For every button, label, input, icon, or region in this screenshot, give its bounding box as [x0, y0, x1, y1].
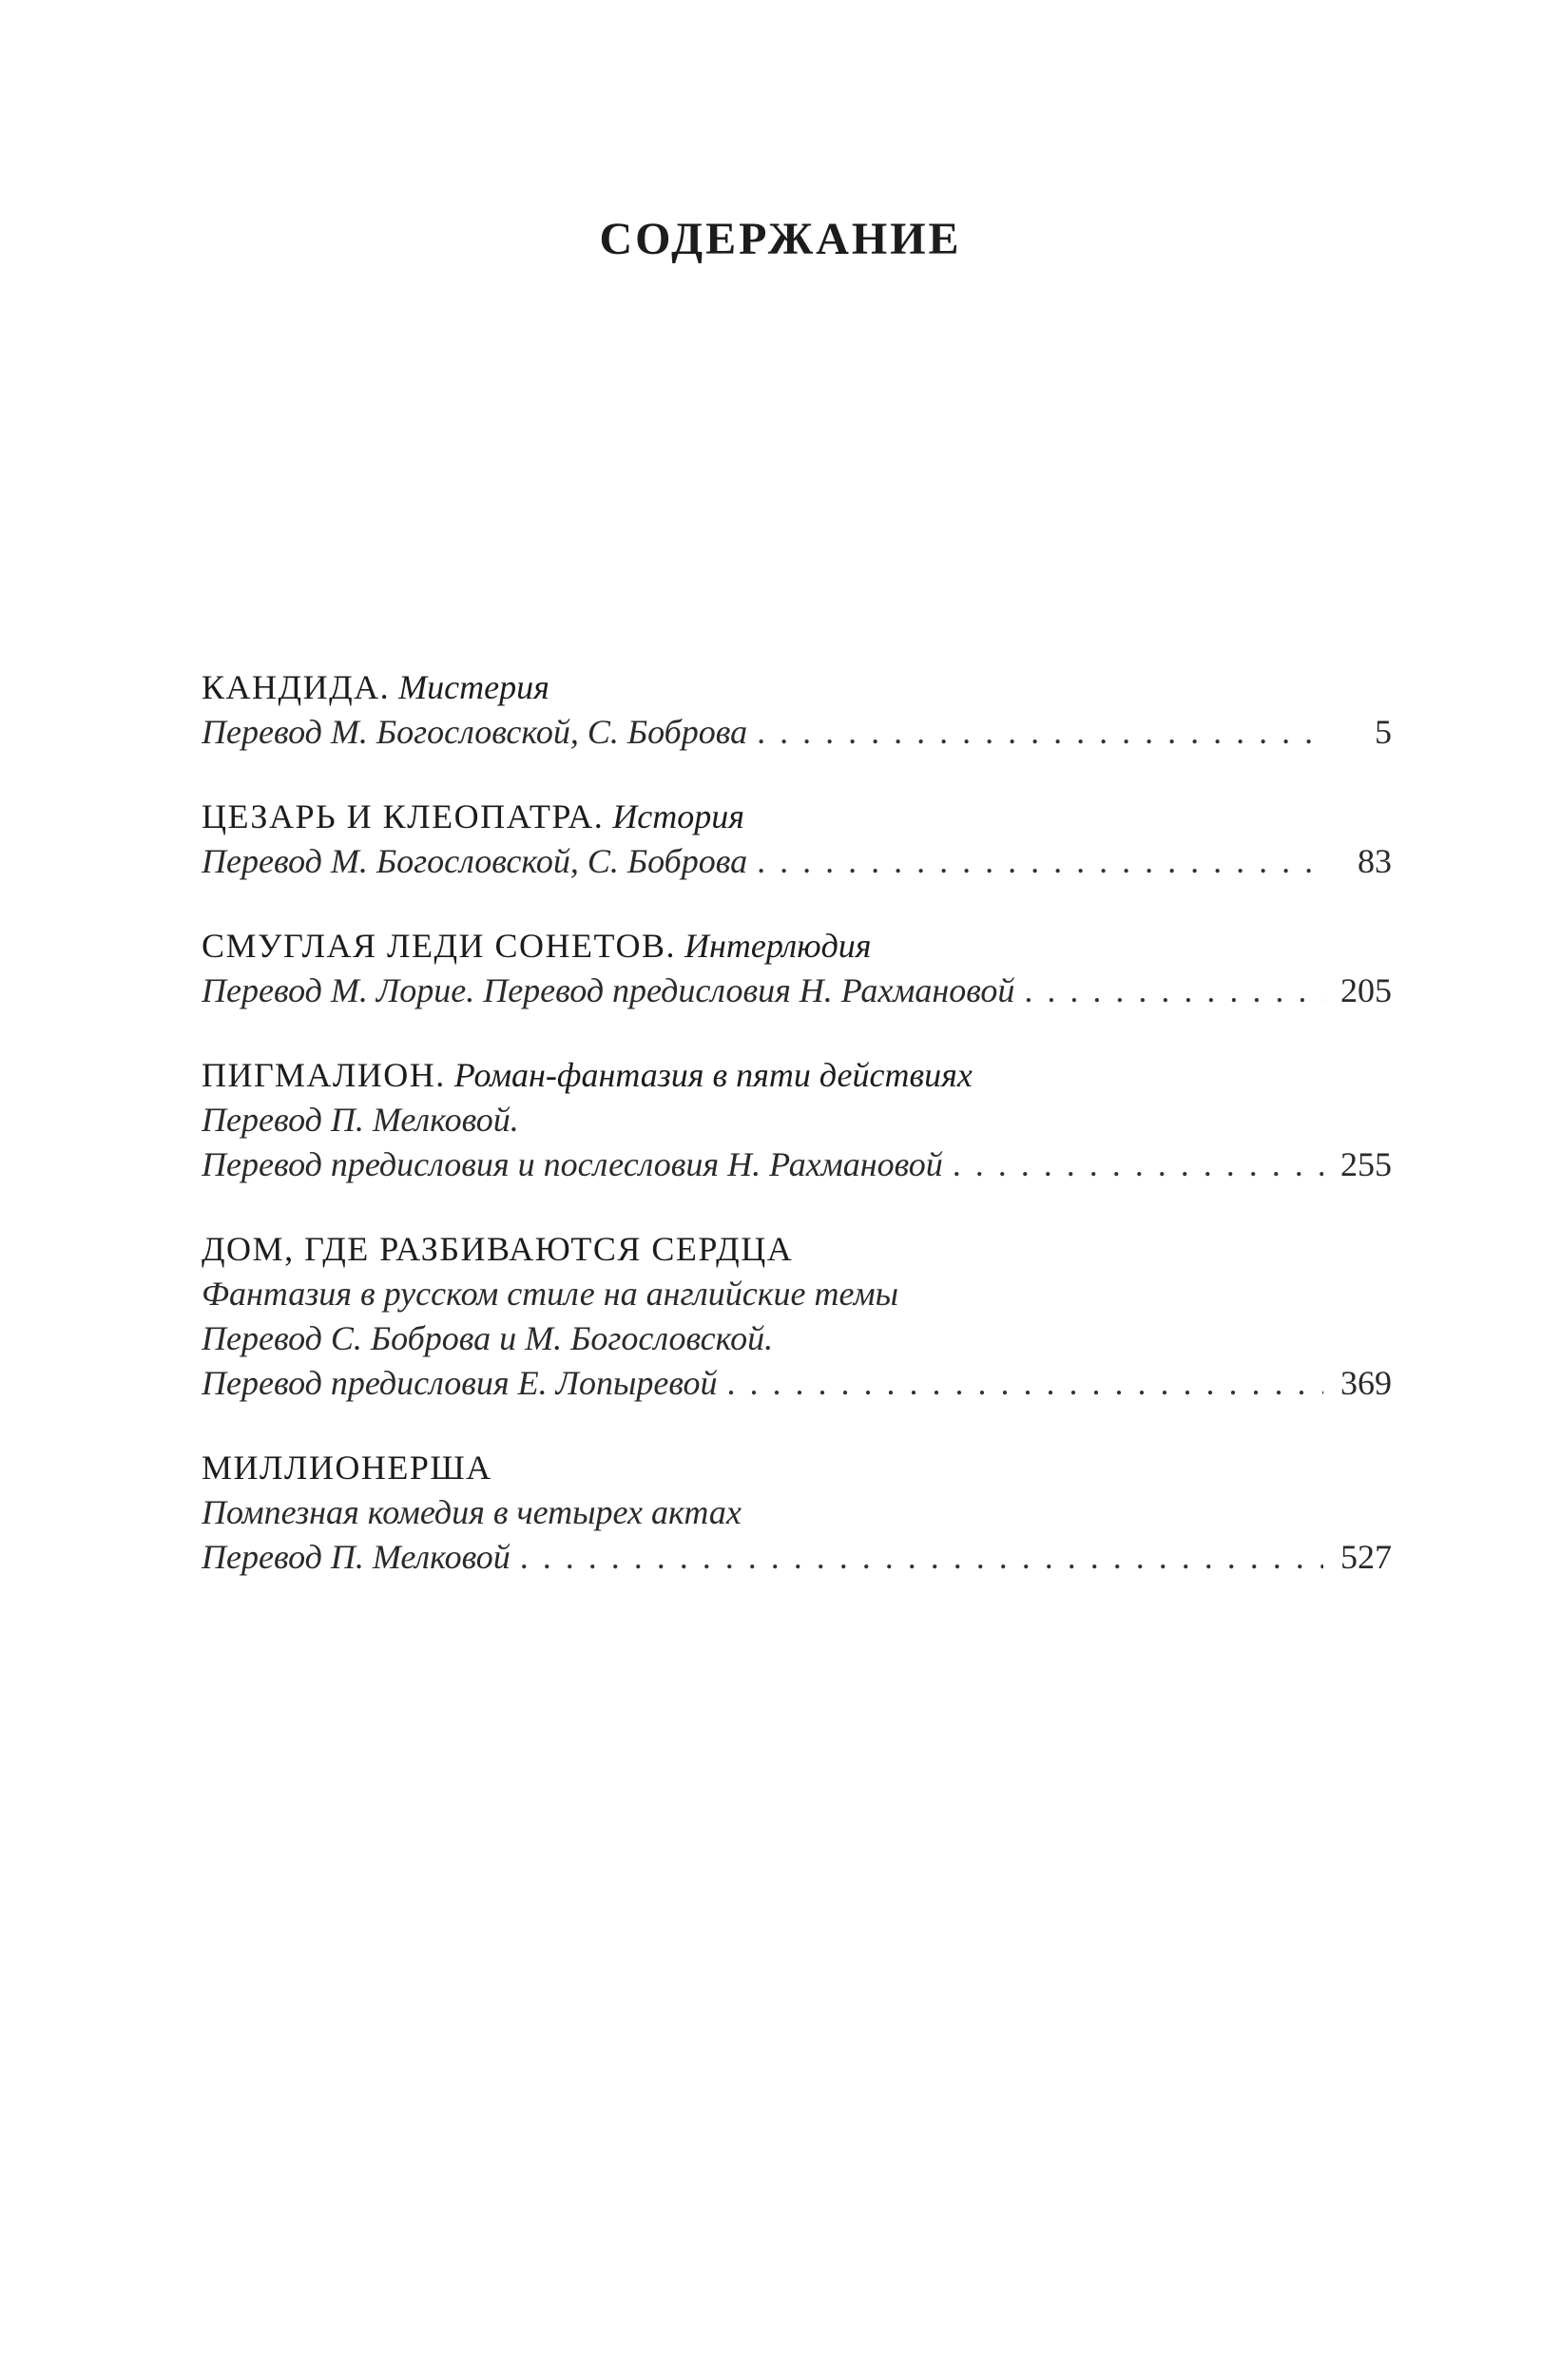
play-title: ЦЕЗАРЬ И КЛЕОПАТРА. — [202, 797, 605, 835]
translator-credit: Перевод П. Мелковой — [202, 1538, 511, 1576]
play-genre: Роман-фантазия в пяти действиях — [453, 1056, 973, 1094]
translator-credit: Перевод М. Богословской, С. Боброва — [202, 842, 748, 880]
table-of-contents — [202, 665, 1392, 1620]
translator-credit: Перевод М. Богословской, С. Боброва — [202, 713, 748, 751]
play-genre: История — [612, 797, 745, 835]
play-title: КАНДИДА. — [202, 668, 391, 706]
dot-leader — [520, 1535, 1323, 1580]
play-genre: Интерлюдия — [684, 927, 872, 965]
page-number: 369 — [1340, 1364, 1392, 1402]
translator-credit: Перевод предисловия Е. Лопыревой — [202, 1364, 718, 1402]
toc-entry-millionairess — [202, 1446, 1392, 1580]
entry-sub-line — [202, 1272, 1392, 1316]
entry-page-line — [202, 1142, 1392, 1187]
entry-title-line — [202, 665, 1392, 710]
entry-sub-line — [202, 1490, 1392, 1535]
entry-page-line — [202, 969, 1392, 1013]
entry-page-line — [202, 1535, 1392, 1580]
entry-page-line — [202, 1361, 1392, 1406]
page-number: 5 — [1375, 713, 1392, 751]
toc-entry-caesar-cleopatra — [202, 795, 1392, 884]
play-title: ДОМ, ГДЕ РАЗБИВАЮТСЯ СЕРДЦА — [202, 1230, 794, 1268]
play-genre: Фантазия в русском стиле на английские темы — [202, 1275, 898, 1313]
translator-credit: Перевод М. Лорие. Перевод предисловия Н. Рахмановой — [202, 971, 1015, 1009]
dot-leader — [953, 1142, 1323, 1187]
page-number: 527 — [1340, 1538, 1392, 1576]
entry-title-line — [202, 795, 1392, 839]
entry-title-line — [202, 1227, 1392, 1272]
page-number: 205 — [1340, 971, 1392, 1009]
toc-entry-candida — [202, 665, 1392, 755]
dot-leader — [757, 839, 1323, 884]
translator-credit: Перевод предисловия и послесловия Н. Рахмановой — [202, 1145, 943, 1183]
translator-credit: Перевод С. Боброва и М. Богословской. — [202, 1319, 774, 1357]
toc-entry-pygmalion — [202, 1053, 1392, 1187]
play-title: МИЛЛИОНЕРША — [202, 1449, 492, 1487]
page-title: СОДЕРЖАНИЕ — [599, 214, 962, 264]
play-title: ПИГМАЛИОН. — [202, 1056, 446, 1094]
dot-leader — [727, 1361, 1324, 1406]
play-genre: Помпезная комедия в четырех актах — [202, 1493, 742, 1531]
toc-entry-dark-lady — [202, 924, 1392, 1013]
entry-title-line — [202, 924, 1392, 969]
translator-credit: Перевод П. Мелковой. — [202, 1101, 519, 1139]
dot-leader — [757, 710, 1323, 755]
page-number: 255 — [1340, 1145, 1392, 1183]
entry-page-line — [202, 839, 1392, 884]
entry-title-line — [202, 1053, 1392, 1098]
play-genre: Мистерия — [398, 668, 549, 706]
entry-title-line — [202, 1446, 1392, 1490]
entry-sub-line — [202, 1098, 1392, 1142]
page-number: 83 — [1358, 842, 1392, 880]
entry-sub-line — [202, 1316, 1392, 1361]
dot-leader — [1024, 969, 1323, 1013]
play-title: СМУГЛАЯ ЛЕДИ СОНЕТОВ. — [202, 927, 677, 965]
entry-page-line — [202, 710, 1392, 755]
toc-entry-heartbreak-house — [202, 1227, 1392, 1406]
